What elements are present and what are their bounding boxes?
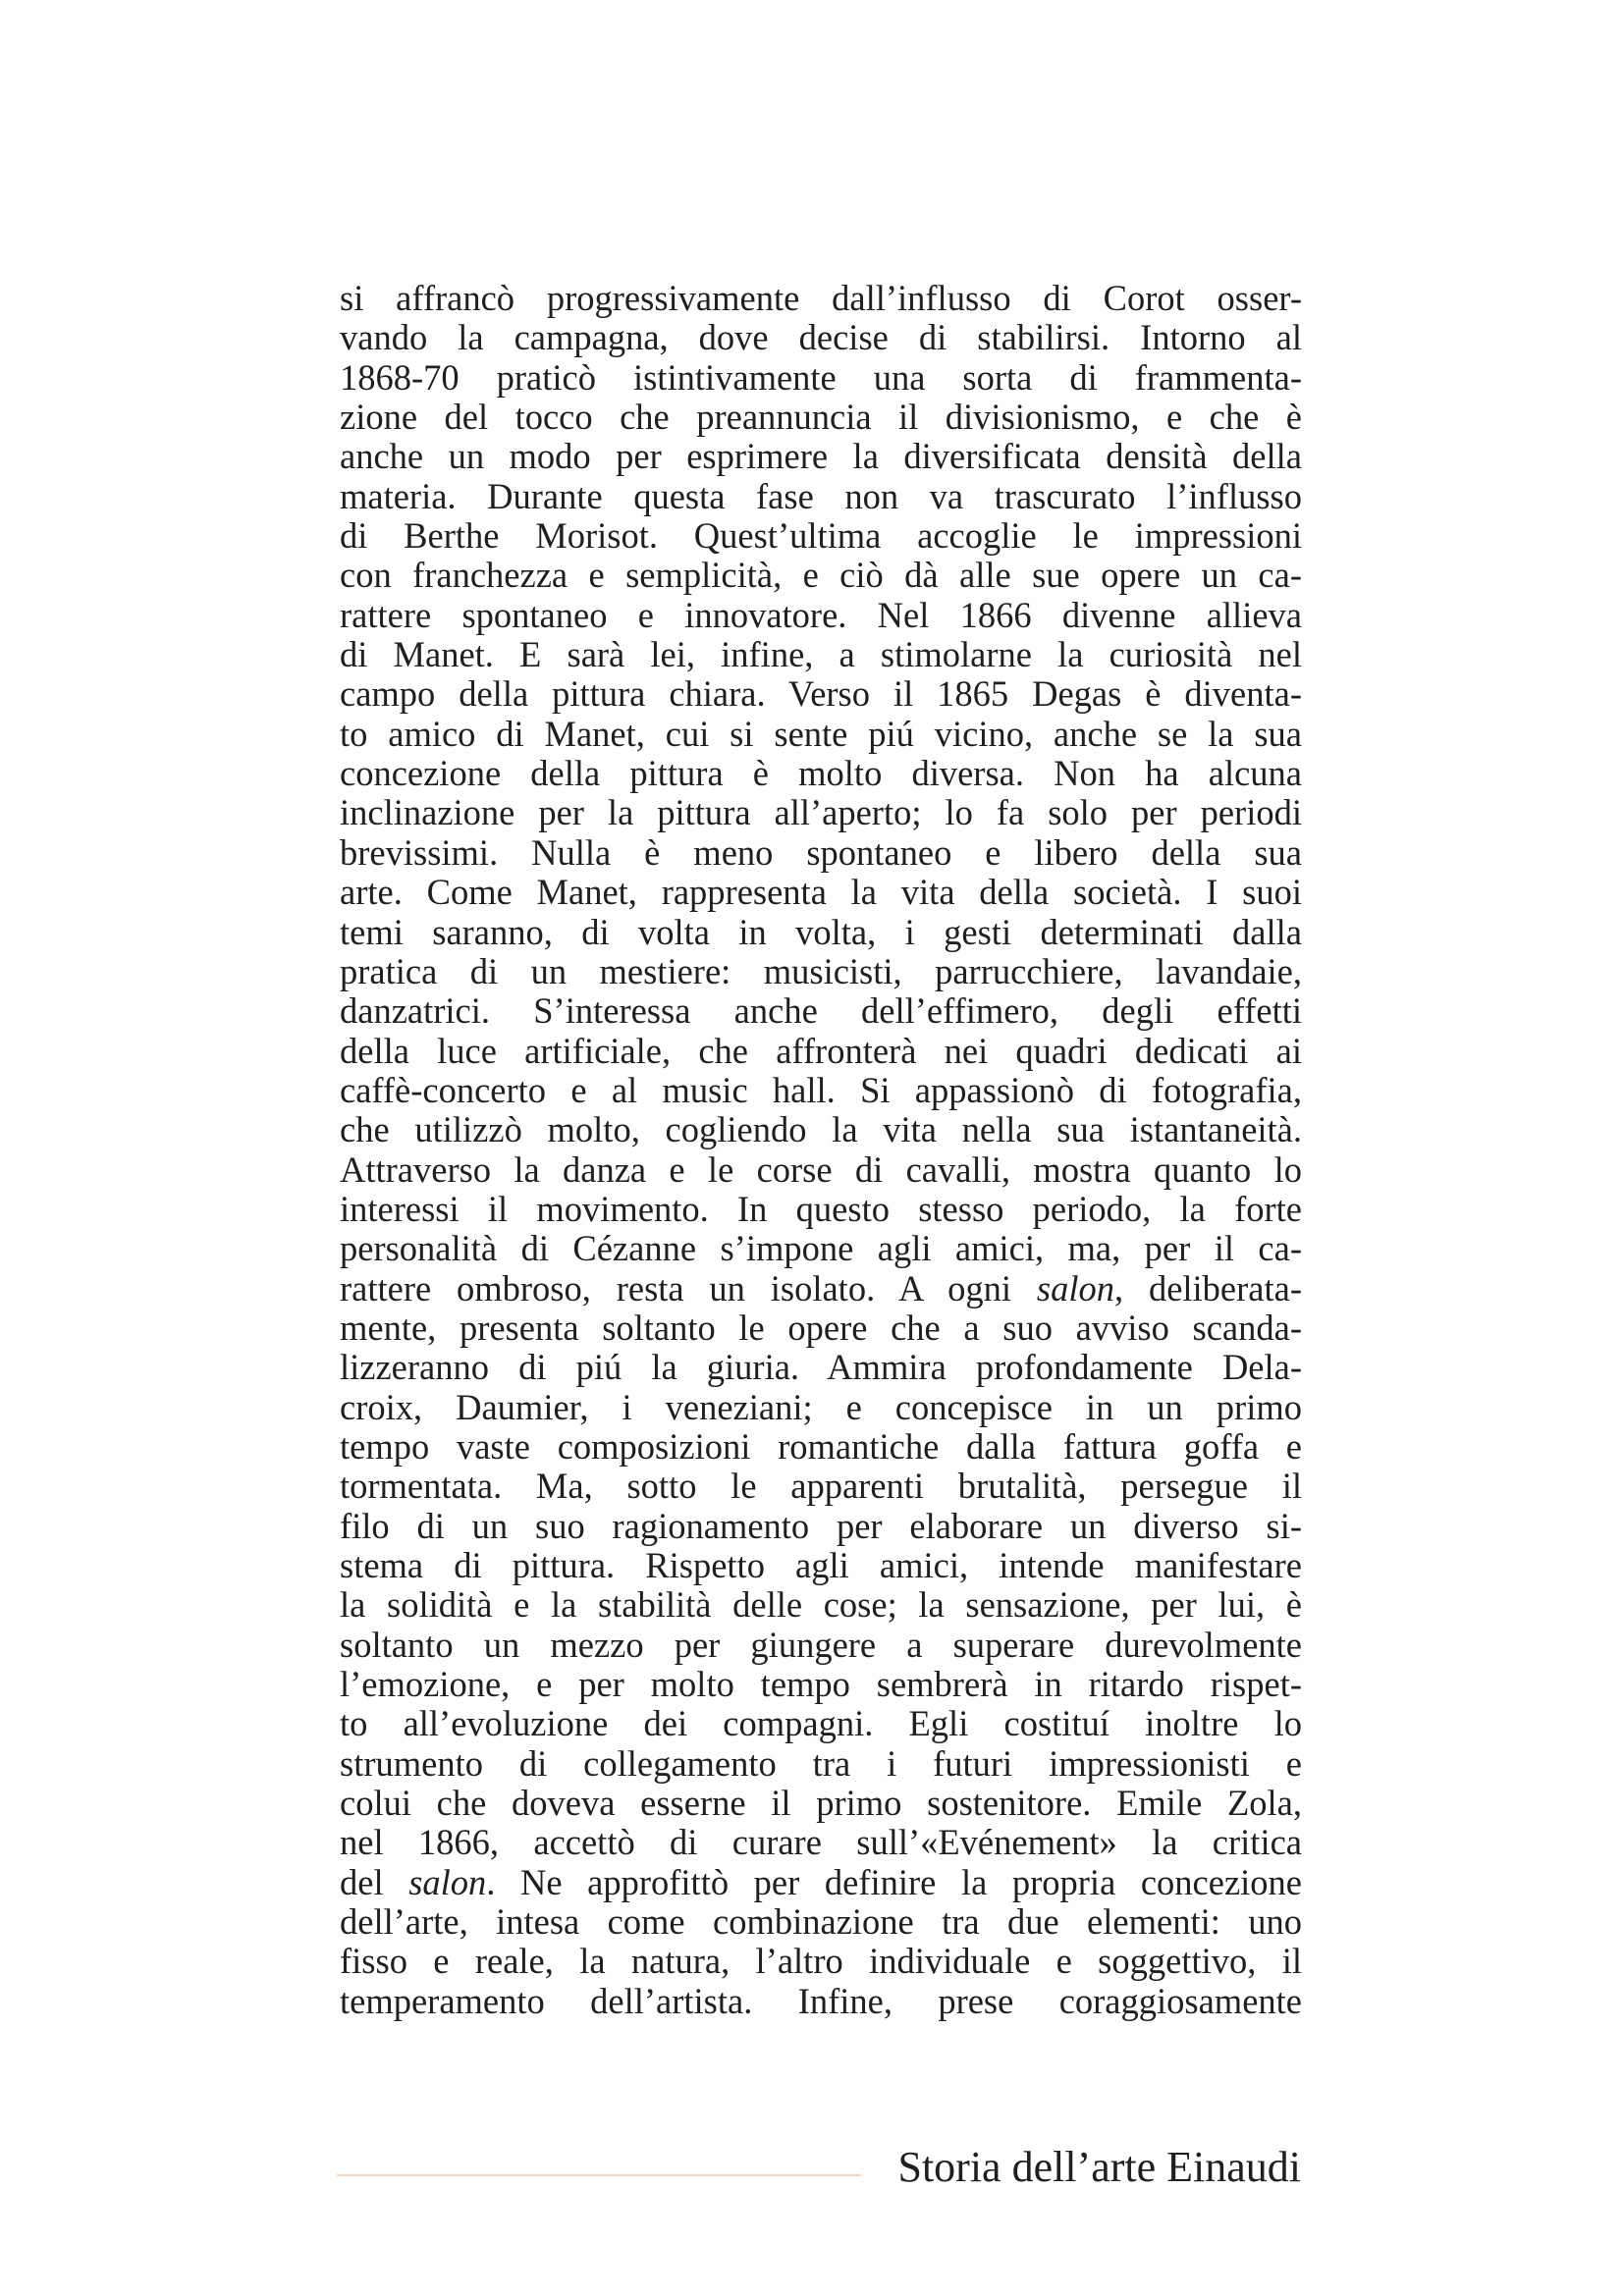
text-line: croix, Daumier, i veneziani; e concepisce in un primo [340, 1386, 1302, 1427]
text-line: to all’evoluzione dei compagni. Egli costituí inoltre lo [340, 1703, 1302, 1744]
footer-rule [337, 2174, 861, 2176]
italic-term: salon [1036, 1267, 1114, 1308]
text-line: anche un modo per esprimere la diversificata densità della [340, 436, 1302, 477]
text-segment: rattere ombroso, resta un isolato. A ogni [340, 1267, 1037, 1308]
text-segment: . Ne approfittò per definire la propria concezione [486, 1861, 1302, 1902]
footer-title: Storia dell’arte Einaudi [897, 2143, 1301, 2191]
text-line: zione del tocco che preannuncia il divisionismo, e che è [340, 397, 1302, 438]
text-line [340, 1863, 1302, 1902]
text-line: caffè-concerto e al music hall. Si appassionò di fotografia, [340, 1069, 1302, 1110]
text-line [340, 1269, 1302, 1308]
text-line: tempo vaste composizioni romantiche dalla fattura goffa e [340, 1425, 1302, 1467]
text-line: arte. Come Manet, rappresenta la vita della società. I suoi [340, 872, 1302, 913]
body-text [340, 279, 1302, 2021]
text-line: concezione della pittura è molto diversa. Non ha alcuna [340, 753, 1302, 794]
text-line: pratica di un mestiere: musicisti, parrucchiere, lavandaie, [340, 950, 1302, 991]
text-line: della luce artificiale, che affronterà nei quadri dedicati ai [340, 1030, 1302, 1071]
text-line: strumento di collegamento tra i futuri impressionisti e [340, 1742, 1302, 1784]
text-line: si affrancò progressivamente dall’influsso di Corot osser- [340, 278, 1302, 318]
text-line: campo della pittura chiara. Verso il 1865 Degas è diventa- [340, 673, 1302, 715]
text-line: rattere spontaneo e innovatore. Nel 1866 divenne allieva [340, 594, 1302, 635]
text-line: Attraverso la danza e le corse di cavalli, mostra quanto lo [340, 1148, 1302, 1190]
text-line: 1868-70 praticò istintivamente una sorta di frammenta- [340, 356, 1302, 398]
text-line: nel 1866, accettò di curare sull’«Evénement» la critica [340, 1822, 1302, 1863]
text-line: tormentata. Ma, sotto le apparenti brutalità, persegue il [340, 1466, 1302, 1507]
text-line: di Manet. E sarà lei, infine, a stimolarne la curiosità nel [340, 634, 1302, 675]
text-line: temperamento dell’artista. Infine, prese coraggiosamente [340, 1980, 1302, 2021]
text-line: stema di pittura. Rispetto agli amici, intende manifestare [340, 1545, 1302, 1585]
text-line: filo di un suo ragionamento per elaborare un diverso si- [340, 1505, 1302, 1546]
text-line: vando la campagna, dove decise di stabilirsi. Intorno al [340, 317, 1302, 358]
text-line: materia. Durante questa fase non va trascurato l’influsso [340, 475, 1302, 516]
text-line: mente, presenta soltanto le opere che a suo avviso scanda- [340, 1307, 1302, 1348]
text-line: che utilizzò molto, cogliendo la vita nella sua istantaneità. [340, 1109, 1302, 1150]
text-segment: del [340, 1861, 409, 1902]
text-line: fisso e reale, la natura, l’altro individuale e soggettivo, il [340, 1941, 1302, 1982]
text-line: personalità di Cézanne s’impone agli amici, ma, per il ca- [340, 1228, 1302, 1269]
text-segment: , deliberata- [1114, 1267, 1302, 1308]
text-line: lizzeranno di piú la giuria. Ammira profondamente Dela- [340, 1347, 1302, 1388]
text-line: la solidità e la stabilità delle cose; la sensazione, per lui, è [340, 1584, 1302, 1626]
text-line: soltanto un mezzo per giungere a superare durevolmente [340, 1624, 1302, 1665]
text-line: con franchezza e semplicità, e ciò dà alle sue opere un ca- [340, 555, 1302, 596]
text-line: interessi il movimento. In questo stesso periodo, la forte [340, 1188, 1302, 1229]
text-line: l’emozione, e per molto tempo sembrerà in ritardo rispet- [340, 1664, 1302, 1705]
text-line: temi saranno, di volta in volta, i gesti determinati dalla [340, 911, 1302, 952]
text-line: di Berthe Morisot. Quest’ultima accoglie le impressioni [340, 515, 1302, 557]
text-line: dell’arte, intesa come combinazione tra due elementi: uno [340, 1901, 1302, 1943]
text-line: colui che doveva esserne il primo sostenitore. Emile Zola, [340, 1783, 1302, 1824]
italic-term: salon [408, 1861, 487, 1902]
text-line: to amico di Manet, cui si sente piú vicino, anche se la sua [340, 713, 1302, 754]
text-line: brevissimi. Nulla è meno spontaneo e libero della sua [340, 831, 1302, 873]
text-line: inclinazione per la pittura all’aperto; lo fa solo per periodi [340, 792, 1302, 833]
text-line: danzatrici. S’interessa anche dell’effimero, degli effetti [340, 990, 1302, 1032]
